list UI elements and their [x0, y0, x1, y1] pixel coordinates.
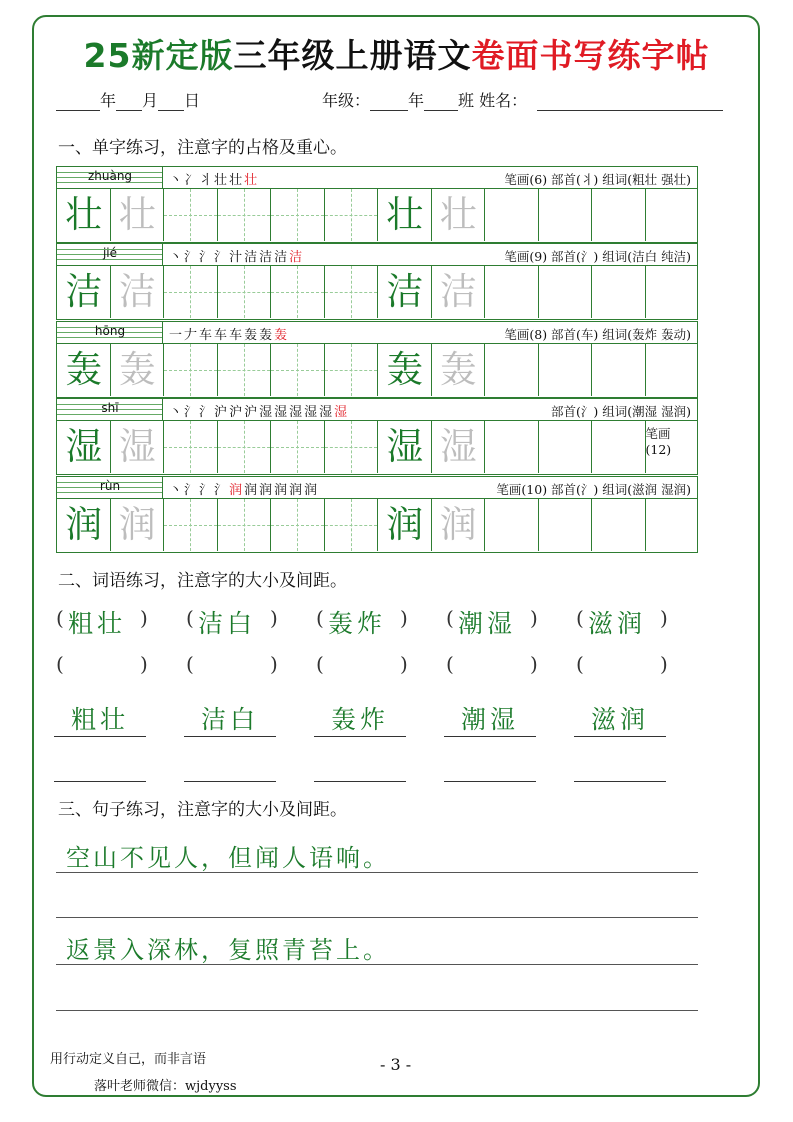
- word-model: 潮湿: [444, 700, 536, 737]
- word-model: 粗壮: [54, 700, 146, 737]
- sentence-1: 空山不见人，但闻人语响。: [66, 844, 390, 872]
- stroke-count: 笔画(12): [645, 426, 672, 458]
- writing-cell[interactable]: [646, 499, 700, 551]
- stroke-step: 氵: [184, 405, 200, 421]
- char-meta: 笔画(9) 部首(氵) 组词(洁白 纯洁): [504, 249, 691, 265]
- stroke-step: 湿: [259, 405, 275, 421]
- stroke-step: 洁: [259, 250, 275, 266]
- model-char: 轰: [386, 347, 424, 391]
- word-model: 滋润: [574, 700, 666, 737]
- writing-cell[interactable]: [111, 344, 165, 396]
- writing-cell[interactable]: [432, 266, 486, 318]
- writing-cell[interactable]: [539, 344, 593, 396]
- writing-cell[interactable]: [111, 499, 165, 551]
- char-cell-row: [56, 343, 698, 398]
- stroke-step: 氵: [199, 250, 215, 266]
- stroke-step: 润: [259, 482, 275, 498]
- year-label: 年: [100, 91, 117, 110]
- char-meta: 笔画(10) 部首(氵) 组词(滋润 湿润): [496, 481, 691, 497]
- writing-cell[interactable]: [111, 421, 165, 473]
- stroke-step: 氵: [184, 250, 200, 266]
- writing-cell[interactable]: [164, 189, 218, 241]
- stroke-step: 壮: [244, 173, 260, 188]
- writing-cell[interactable]: [378, 266, 432, 318]
- stroke-step: 汁: [229, 250, 245, 266]
- stroke-step: 丶: [169, 173, 185, 188]
- pinyin-text: zhuàng: [87, 169, 133, 183]
- pinyin-word-slot: 潮湿: [458, 609, 517, 638]
- word-blank-line[interactable]: [184, 780, 276, 782]
- stroke-step: 洁: [289, 250, 305, 266]
- model-char: 壮: [386, 193, 424, 236]
- stroke-step: 𠂇: [184, 327, 200, 343]
- stroke-order: [169, 246, 304, 265]
- name-blank[interactable]: [537, 92, 723, 111]
- trace-char: 洁: [439, 270, 477, 314]
- stroke-step: 润: [304, 482, 320, 498]
- paren-right: ): [400, 606, 408, 630]
- char-header-row: [56, 166, 698, 188]
- char-block: [56, 243, 698, 320]
- stroke-step: 氵: [199, 405, 215, 421]
- writing-cell[interactable]: [164, 344, 218, 396]
- word-blank-line[interactable]: [54, 780, 146, 782]
- paren-right: ): [140, 606, 148, 630]
- char-meta: 笔画(6) 部首(丬) 组词(粗壮 强壮): [504, 172, 691, 187]
- word-blank-line[interactable]: [314, 780, 406, 782]
- writing-cell[interactable]: [539, 499, 593, 551]
- writing-cell[interactable]: [539, 421, 593, 473]
- stroke-step: 轰: [274, 327, 290, 343]
- paren-right: ): [530, 606, 538, 630]
- writing-cell[interactable]: [485, 344, 539, 396]
- writing-cell[interactable]: [592, 189, 646, 241]
- writing-cell[interactable]: [432, 499, 486, 551]
- stroke-step: 沪: [214, 405, 230, 421]
- writing-cell[interactable]: [432, 344, 486, 396]
- paren-left: (: [186, 652, 194, 676]
- writing-cell[interactable]: [485, 266, 539, 318]
- section1-heading: 一、单字练习，注意字的占格及重心。: [58, 138, 347, 158]
- pinyin-box: [57, 322, 163, 344]
- trace-char: 润: [439, 502, 477, 546]
- section2-heading: 二、词语练习，注意字的大小及间距。: [58, 571, 347, 591]
- grade-blank[interactable]: [370, 92, 408, 111]
- paren-left: (: [56, 652, 64, 676]
- paren-right: ): [270, 606, 278, 630]
- char-cell-row: [56, 188, 698, 243]
- month-label: 月: [142, 91, 159, 110]
- writing-cell[interactable]: [378, 344, 432, 396]
- stroke-step: 氵: [214, 482, 230, 498]
- stroke-order: [169, 479, 319, 498]
- writing-cell[interactable]: [325, 189, 379, 241]
- stroke-step: 沪: [229, 405, 245, 421]
- stroke-step: 冫: [184, 173, 200, 188]
- char-block: [56, 398, 698, 475]
- paren-left: (: [446, 652, 454, 676]
- trace-char: 轰: [118, 347, 156, 391]
- writing-cell[interactable]: [271, 266, 325, 318]
- writing-cell[interactable]: [57, 266, 111, 318]
- writing-cell[interactable]: [646, 189, 700, 241]
- word-model: 洁白: [184, 700, 276, 737]
- char-meta: 部首(氵) 组词(潮湿 湿润): [551, 404, 691, 420]
- stroke-step: 润: [289, 482, 305, 498]
- stroke-step: 湿: [319, 405, 335, 421]
- writing-cell[interactable]: [432, 189, 486, 241]
- writing-cell[interactable]: [218, 421, 272, 473]
- stroke-step: 湿: [334, 405, 350, 421]
- paren-left: (: [446, 606, 454, 630]
- stroke-step: 湿: [274, 405, 290, 421]
- char-cell-row: [56, 265, 698, 320]
- writing-cell[interactable]: [592, 344, 646, 396]
- stroke-step: 沪: [244, 405, 260, 421]
- trace-char: 湿: [118, 425, 156, 469]
- day-label: 日: [184, 91, 201, 110]
- stroke-step: 丶: [169, 250, 185, 266]
- writing-cell[interactable]: [271, 344, 325, 396]
- title-part3: 卷面书写练字帖: [471, 36, 710, 75]
- char-block: [56, 166, 698, 243]
- trace-char: 轰: [439, 347, 477, 391]
- motto-text: 用行动定义自己，而非言语: [50, 1052, 207, 1067]
- writing-cell[interactable]: [592, 499, 646, 551]
- writing-cell[interactable]: [111, 266, 165, 318]
- writing-cell[interactable]: [111, 189, 165, 241]
- stroke-step: 丶: [169, 405, 185, 421]
- class-blank[interactable]: [424, 92, 458, 111]
- paren-left: (: [576, 606, 584, 630]
- stroke-step: 润: [244, 482, 260, 498]
- model-char: 洁: [65, 270, 103, 314]
- writing-cell[interactable]: [592, 266, 646, 318]
- student-line: [322, 88, 723, 111]
- paren-right[interactable]: ): [270, 652, 278, 676]
- trace-char: 壮: [439, 193, 477, 236]
- char-cell-row: [56, 420, 698, 475]
- stroke-step: 轰: [259, 327, 275, 343]
- model-char: 润: [386, 502, 424, 546]
- pinyin-text: rùn: [99, 478, 121, 493]
- writing-cell[interactable]: [485, 189, 539, 241]
- pinyin-word-slot: 洁白: [198, 609, 257, 638]
- writing-cell[interactable]: [218, 499, 272, 551]
- stroke-order: [169, 169, 259, 188]
- model-char: 轰: [65, 347, 103, 391]
- writing-cell[interactable]: [57, 189, 111, 241]
- writing-cell[interactable]: [164, 266, 218, 318]
- writing-cell[interactable]: [325, 499, 379, 551]
- stroke-step: 洁: [274, 250, 290, 266]
- stroke-step: 氵: [184, 482, 200, 498]
- stroke-step: 润: [229, 482, 245, 498]
- paren-left: (: [316, 606, 324, 630]
- writing-cell[interactable]: [646, 344, 700, 396]
- writing-cell[interactable]: [57, 344, 111, 396]
- stroke-step: 车: [199, 327, 215, 343]
- title-part1: 25新定版: [83, 36, 234, 75]
- stroke-step: 氵: [214, 250, 230, 266]
- writing-cell[interactable]: [218, 266, 272, 318]
- page-title: [0, 30, 793, 77]
- writing-cell[interactable]: [57, 421, 111, 473]
- char-block: [56, 321, 698, 398]
- section3-heading: 三、句子练习，注意字的大小及间距。: [58, 800, 347, 820]
- writing-cell[interactable]: [164, 421, 218, 473]
- stroke-step: 润: [274, 482, 290, 498]
- writing-cell[interactable]: [646, 421, 700, 473]
- writing-cell[interactable]: [325, 266, 379, 318]
- writing-line: [56, 872, 698, 873]
- writing-cell[interactable]: [485, 499, 539, 551]
- model-char: 湿: [386, 425, 424, 469]
- writing-line: [56, 964, 698, 965]
- stroke-step: 一: [169, 327, 185, 343]
- writing-cell[interactable]: [378, 421, 432, 473]
- pinyin-box: [57, 167, 163, 189]
- word-blank-line[interactable]: [444, 780, 536, 782]
- char-header-row: [56, 476, 698, 498]
- writing-cell[interactable]: [325, 344, 379, 396]
- writing-cell[interactable]: [57, 499, 111, 551]
- writing-cell[interactable]: [218, 189, 272, 241]
- grade-label: 年级：: [322, 91, 371, 110]
- word-model: 轰炸: [314, 700, 406, 737]
- year-blank[interactable]: [56, 92, 100, 111]
- pinyin-text: shī: [101, 401, 119, 416]
- char-header-row: [56, 321, 698, 343]
- stroke-step: 壮: [214, 173, 230, 188]
- paren-right: ): [660, 606, 668, 630]
- paren-left: (: [186, 606, 194, 630]
- char-cell-row: [56, 498, 698, 553]
- stroke-order: [169, 401, 349, 420]
- model-char: 湿: [65, 425, 103, 469]
- writing-cell[interactable]: [539, 189, 593, 241]
- char-header-row: [56, 398, 698, 420]
- writing-cell[interactable]: [432, 421, 486, 473]
- writing-line[interactable]: [56, 917, 698, 918]
- month-blank[interactable]: [116, 92, 142, 111]
- pinyin-text: hōng: [94, 323, 126, 338]
- writing-cell[interactable]: [164, 499, 218, 551]
- stroke-step: 氵: [199, 482, 215, 498]
- paren-left: (: [56, 606, 64, 630]
- date-line: [56, 88, 200, 111]
- writing-cell[interactable]: [592, 421, 646, 473]
- model-char: 润: [65, 502, 103, 546]
- writing-cell[interactable]: [485, 421, 539, 473]
- stroke-step: 洁: [244, 250, 260, 266]
- paren-right[interactable]: ): [400, 652, 408, 676]
- writing-cell[interactable]: [325, 421, 379, 473]
- char-practice-grid: [56, 166, 698, 553]
- pinyin-word-slot: 滋润: [588, 609, 647, 638]
- writing-cell[interactable]: [218, 344, 272, 396]
- char-meta: 笔画(8) 部首(车) 组词(轰炸 轰动): [504, 326, 691, 342]
- stroke-step: 湿: [289, 405, 305, 421]
- pinyin-box: [57, 477, 163, 499]
- stroke-step: 车: [229, 327, 245, 343]
- pinyin-word-slot: 粗壮: [68, 609, 127, 638]
- stroke-step: 湿: [304, 405, 320, 421]
- trace-char: 润: [118, 502, 156, 546]
- pinyin-box: [57, 244, 163, 266]
- trace-char: 洁: [118, 270, 156, 314]
- stroke-step: 车: [214, 327, 230, 343]
- day-blank[interactable]: [158, 92, 184, 111]
- writing-line[interactable]: [56, 1010, 698, 1011]
- model-char: 壮: [65, 193, 103, 236]
- pinyin-text: jié: [102, 246, 118, 261]
- stroke-step: 壮: [229, 173, 245, 188]
- word-blank-line[interactable]: [574, 780, 666, 782]
- writing-cell[interactable]: [539, 266, 593, 318]
- stroke-step: 轰: [244, 327, 260, 343]
- title-part2: 三年级上册语文: [233, 36, 472, 75]
- class-name-label: 班 姓名：: [458, 91, 528, 110]
- writing-cell[interactable]: [378, 499, 432, 551]
- writing-cell[interactable]: [646, 266, 700, 318]
- writing-cell[interactable]: [378, 189, 432, 241]
- paren-right[interactable]: ): [140, 652, 148, 676]
- writing-cell[interactable]: [271, 421, 325, 473]
- sentence-2: 返景入深林，复照青苔上。: [66, 936, 390, 964]
- stroke-step: 丶: [169, 482, 185, 498]
- paren-left: (: [316, 652, 324, 676]
- pinyin-box: [57, 399, 163, 421]
- page-number: - 3 -: [380, 1055, 412, 1074]
- trace-char: 壮: [118, 193, 156, 236]
- model-char: 洁: [386, 270, 424, 314]
- paren-right[interactable]: ): [530, 652, 538, 676]
- stroke-step: 丬: [199, 173, 215, 188]
- trace-char: 湿: [439, 425, 477, 469]
- contact-text: 落叶老师微信：wjdyyss: [94, 1079, 237, 1094]
- pinyin-word-slot: 轰炸: [328, 609, 387, 638]
- writing-cell[interactable]: [271, 499, 325, 551]
- paren-left: (: [576, 652, 584, 676]
- paren-right[interactable]: ): [660, 652, 668, 676]
- char-block: [56, 476, 698, 553]
- stroke-order: [169, 324, 289, 343]
- writing-cell[interactable]: [271, 189, 325, 241]
- char-header-row: [56, 243, 698, 265]
- grade-year-label: 年: [408, 91, 425, 110]
